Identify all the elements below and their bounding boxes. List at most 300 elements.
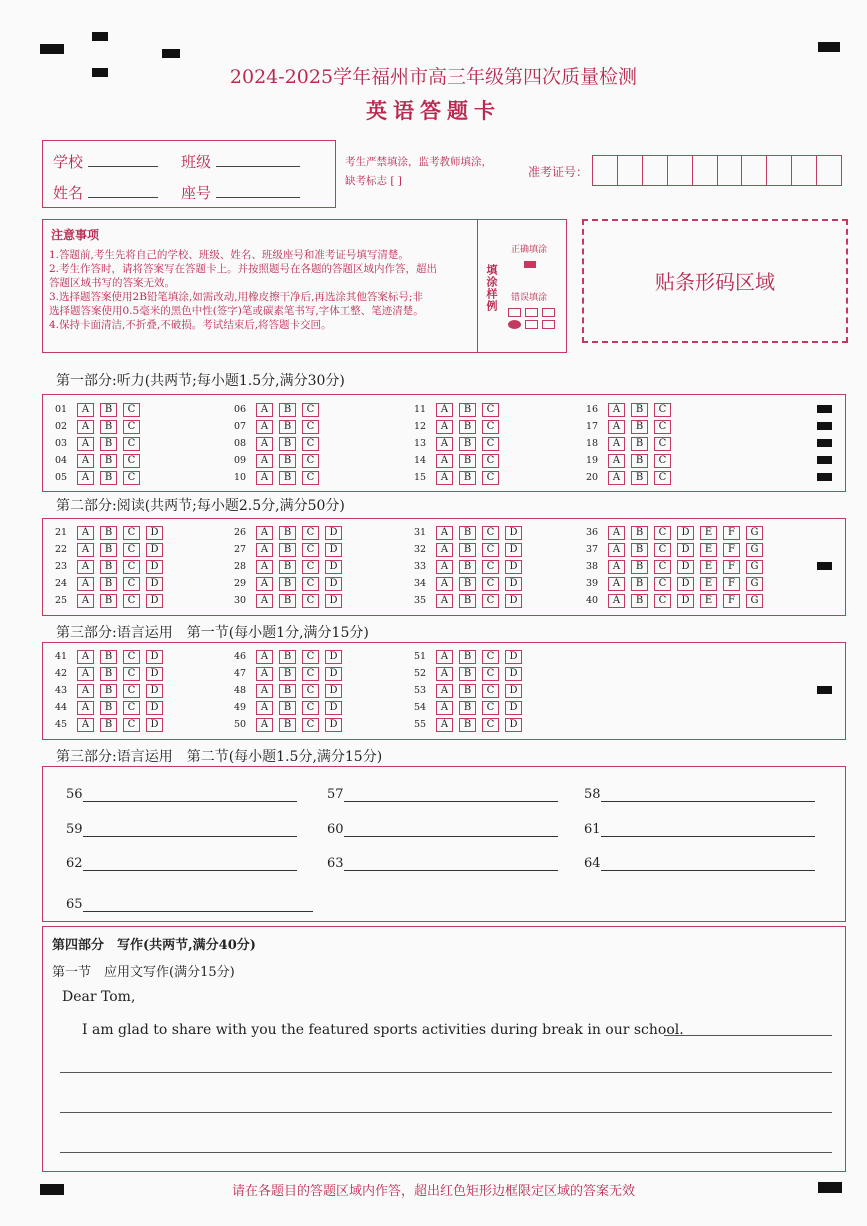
writing-line[interactable] [60, 1152, 832, 1153]
answer-bubble[interactable]: A [256, 560, 273, 574]
ticket-number-grid[interactable] [592, 155, 842, 186]
question-row [55, 454, 146, 468]
answer-bubble[interactable]: C [123, 594, 140, 608]
question-number: 48 [234, 685, 247, 696]
question-number: 52 [414, 668, 427, 679]
answer-bubble[interactable]: A [77, 526, 94, 540]
question-row [234, 437, 325, 451]
answer-bubble[interactable]: D [325, 701, 342, 715]
answer-bubble[interactable]: A [436, 667, 453, 681]
answer-bubble[interactable]: B [100, 526, 117, 540]
answer-bubble[interactable]: B [100, 701, 117, 715]
question-number: 16 [586, 404, 599, 415]
answer-bubble[interactable]: D [146, 718, 163, 732]
answer-bubble[interactable]: A [608, 543, 625, 557]
question-row [55, 701, 169, 715]
answer-bubble[interactable]: B [100, 594, 117, 608]
answer-bubble[interactable]: E [700, 526, 717, 540]
answer-bubble[interactable]: A [436, 454, 453, 468]
answer-bubble[interactable]: A [608, 526, 625, 540]
answer-bubble[interactable]: B [100, 471, 117, 485]
blank-number: 59 [66, 822, 83, 837]
answer-bubble[interactable]: A [77, 420, 94, 434]
answer-bubble[interactable]: B [459, 577, 476, 591]
question-row [55, 526, 169, 540]
answer-bubble[interactable]: D [505, 701, 522, 715]
answer-bubble[interactable]: B [100, 454, 117, 468]
answer-bubble[interactable]: C [302, 454, 319, 468]
instructions-box [42, 219, 567, 353]
answer-bubble[interactable]: B [100, 437, 117, 451]
question-row [414, 684, 528, 698]
question-number: 28 [234, 561, 247, 572]
question-number: 47 [234, 668, 247, 679]
answer-bubble[interactable]: B [459, 543, 476, 557]
writing-line[interactable] [60, 1112, 832, 1113]
answer-bubble[interactable]: B [100, 577, 117, 591]
answer-bubble[interactable]: D [325, 526, 342, 540]
answer-bubble[interactable]: A [436, 526, 453, 540]
answer-bubble[interactable]: C [482, 701, 499, 715]
answer-bubble[interactable]: A [77, 543, 94, 557]
question-row [55, 650, 169, 664]
answer-bubble[interactable]: A [436, 560, 453, 574]
question-number: 43 [55, 685, 68, 696]
answer-bubble[interactable]: C [302, 526, 319, 540]
answer-bubble[interactable]: B [459, 560, 476, 574]
blank-answer[interactable] [327, 787, 558, 802]
answer-bubble[interactable]: C [654, 437, 671, 451]
answer-bubble[interactable]: A [256, 454, 273, 468]
class-label: 班级 [181, 153, 212, 171]
blank-answer[interactable] [66, 856, 297, 871]
answer-bubble[interactable]: B [279, 471, 296, 485]
part1-title: 第一部分:听力(共两节;每小题1.5分,满分30分) [56, 373, 345, 389]
answer-bubble[interactable]: A [77, 577, 94, 591]
question-number: 03 [55, 438, 68, 449]
question-number: 18 [586, 438, 599, 449]
answer-bubble[interactable]: D [146, 526, 163, 540]
answer-bubble[interactable]: A [608, 420, 625, 434]
answer-bubble[interactable]: B [631, 594, 648, 608]
answer-bubble[interactable]: C [654, 420, 671, 434]
answer-bubble[interactable]: A [608, 577, 625, 591]
answer-bubble[interactable]: A [256, 684, 273, 698]
answer-bubble[interactable]: A [608, 594, 625, 608]
question-number: 06 [234, 404, 247, 415]
answer-bubble[interactable]: C [302, 718, 319, 732]
question-row [414, 560, 528, 574]
answer-bubble[interactable]: G [746, 560, 763, 574]
answer-bubble[interactable]: C [482, 650, 499, 664]
seat-field[interactable] [216, 197, 300, 198]
answer-bubble[interactable]: A [256, 577, 273, 591]
answer-bubble[interactable]: A [436, 437, 453, 451]
answer-bubble[interactable]: B [459, 420, 476, 434]
answer-bubble[interactable]: C [482, 594, 499, 608]
answer-bubble[interactable]: D [325, 650, 342, 664]
answer-bubble[interactable]: B [279, 701, 296, 715]
answer-bubble[interactable]: B [631, 471, 648, 485]
answer-bubble[interactable]: D [325, 577, 342, 591]
answer-bubble[interactable]: B [279, 577, 296, 591]
answer-bubble[interactable]: B [279, 526, 296, 540]
answer-bubble[interactable]: A [608, 454, 625, 468]
answer-bubble[interactable]: B [459, 667, 476, 681]
answer-bubble[interactable]: C [482, 403, 499, 417]
answer-bubble[interactable]: E [700, 560, 717, 574]
answer-bubble[interactable]: A [256, 650, 273, 664]
answer-bubble[interactable]: B [459, 471, 476, 485]
part4-title: 第四部分 写作(共两节,满分40分) [52, 938, 256, 953]
answer-bubble[interactable]: C [482, 454, 499, 468]
answer-bubble[interactable]: B [459, 437, 476, 451]
question-number: 25 [55, 595, 68, 606]
timing-mark [40, 44, 64, 54]
name-label: 姓名 [53, 184, 84, 202]
answer-bubble[interactable]: C [302, 471, 319, 485]
answer-bubble[interactable]: D [505, 560, 522, 574]
answer-bubble[interactable]: C [123, 701, 140, 715]
answer-bubble[interactable]: B [279, 543, 296, 557]
question-row [586, 403, 677, 417]
question-row [234, 403, 325, 417]
blank-answer[interactable] [66, 787, 297, 802]
answer-bubble[interactable]: C [302, 543, 319, 557]
answer-bubble[interactable]: D [505, 577, 522, 591]
answer-bubble[interactable]: B [631, 560, 648, 574]
answer-bubble[interactable]: A [436, 718, 453, 732]
blank-answer[interactable] [66, 897, 313, 912]
answer-bubble[interactable]: B [100, 650, 117, 664]
answer-bubble[interactable]: D [146, 701, 163, 715]
letter-greeting: Dear Tom, [62, 989, 136, 1005]
question-number: 32 [414, 544, 427, 555]
answer-bubble[interactable]: A [77, 650, 94, 664]
blank-answer[interactable] [584, 787, 815, 802]
absence-mark[interactable]: 缺考标志 [ ] [345, 175, 402, 187]
question-row [586, 471, 677, 485]
answer-bubble[interactable]: A [256, 420, 273, 434]
answer-bubble[interactable]: G [746, 543, 763, 557]
answer-bubble[interactable]: B [279, 560, 296, 574]
question-row [55, 577, 169, 591]
question-number: 46 [234, 651, 247, 662]
answer-bubble[interactable]: E [700, 577, 717, 591]
answer-bubble[interactable]: B [459, 718, 476, 732]
answer-bubble[interactable]: B [459, 526, 476, 540]
answer-bubble[interactable]: C [654, 577, 671, 591]
answer-bubble[interactable]: A [256, 594, 273, 608]
question-row [586, 526, 769, 540]
answer-bubble[interactable]: B [631, 543, 648, 557]
answer-bubble[interactable]: A [608, 403, 625, 417]
answer-bubble[interactable]: A [77, 701, 94, 715]
answer-bubble[interactable]: C [654, 560, 671, 574]
answer-bubble[interactable]: B [100, 667, 117, 681]
instructions-title: 注意事项 [51, 228, 100, 242]
answer-bubble[interactable]: G [746, 526, 763, 540]
answer-bubble[interactable]: D [146, 577, 163, 591]
blank-answer[interactable] [327, 822, 558, 837]
question-row [55, 560, 169, 574]
question-number: 07 [234, 421, 247, 432]
answer-bubble[interactable]: B [279, 650, 296, 664]
answer-bubble[interactable]: C [482, 420, 499, 434]
answer-bubble[interactable]: A [77, 560, 94, 574]
answer-bubble[interactable]: B [459, 684, 476, 698]
answer-bubble[interactable]: A [256, 718, 273, 732]
answer-bubble[interactable]: C [123, 667, 140, 681]
answer-bubble[interactable]: D [505, 543, 522, 557]
answer-bubble[interactable]: C [654, 403, 671, 417]
answer-bubble[interactable]: A [77, 403, 94, 417]
answer-bubble[interactable]: B [631, 454, 648, 468]
answer-bubble[interactable]: B [459, 454, 476, 468]
question-number: 54 [414, 702, 427, 713]
answer-bubble[interactable]: B [631, 526, 648, 540]
answer-bubble[interactable]: A [77, 684, 94, 698]
answer-bubble[interactable]: D [146, 667, 163, 681]
answer-bubble[interactable]: D [505, 650, 522, 664]
question-number: 34 [414, 578, 427, 589]
answer-bubble[interactable]: D [146, 543, 163, 557]
school-field[interactable] [88, 166, 158, 167]
answer-bubble[interactable]: D [505, 718, 522, 732]
blank-answer[interactable] [584, 856, 815, 871]
answer-bubble[interactable]: C [123, 454, 140, 468]
answer-bubble[interactable]: G [746, 577, 763, 591]
answer-bubble[interactable]: A [436, 543, 453, 557]
answer-bubble[interactable]: C [302, 403, 319, 417]
question-row [234, 577, 348, 591]
answer-bubble[interactable]: C [482, 577, 499, 591]
answer-bubble[interactable]: D [146, 650, 163, 664]
timing-mark [817, 405, 832, 413]
answer-bubble[interactable]: D [677, 543, 694, 557]
question-number: 39 [586, 578, 599, 589]
answer-bubble[interactable]: B [279, 718, 296, 732]
answer-bubble[interactable]: F [723, 543, 740, 557]
answer-bubble[interactable]: C [302, 594, 319, 608]
answer-bubble[interactable]: A [77, 667, 94, 681]
question-row [234, 718, 348, 732]
answer-bubble[interactable]: F [723, 526, 740, 540]
answer-bubble[interactable]: C [302, 560, 319, 574]
answer-bubble[interactable]: C [302, 650, 319, 664]
question-number: 36 [586, 527, 599, 538]
answer-bubble[interactable]: A [256, 403, 273, 417]
answer-bubble[interactable]: D [325, 543, 342, 557]
answer-bubble[interactable]: G [746, 594, 763, 608]
answer-bubble[interactable]: B [100, 543, 117, 557]
blank-number: 63 [327, 856, 344, 871]
blank-answer[interactable] [327, 856, 558, 871]
answer-bubble[interactable]: A [77, 594, 94, 608]
answer-bubble[interactable]: A [436, 471, 453, 485]
answer-bubble[interactable]: C [482, 471, 499, 485]
answer-bubble[interactable]: A [608, 471, 625, 485]
answer-bubble[interactable]: C [482, 526, 499, 540]
answer-bubble[interactable]: D [146, 594, 163, 608]
class-field[interactable] [216, 166, 300, 167]
answer-bubble[interactable]: F [723, 577, 740, 591]
answer-bubble[interactable]: B [631, 403, 648, 417]
answer-bubble[interactable]: C [302, 684, 319, 698]
answer-bubble[interactable]: B [279, 437, 296, 451]
answer-bubble[interactable]: C [482, 437, 499, 451]
blank-answer[interactable] [66, 822, 297, 837]
timing-mark [817, 456, 832, 464]
instruction-item: 4.保持卡面清洁,不折叠,不破损。考试结束后,将答题卡交回。 [49, 319, 332, 331]
answer-bubble[interactable]: D [505, 684, 522, 698]
exam-title: 2024-2025学年福州市高三年级第四次质量检测 [229, 66, 638, 88]
answer-bubble[interactable]: B [631, 437, 648, 451]
answer-bubble[interactable]: B [279, 684, 296, 698]
answer-bubble[interactable]: E [700, 594, 717, 608]
answer-bubble[interactable]: C [302, 667, 319, 681]
answer-bubble[interactable]: A [77, 437, 94, 451]
answer-bubble[interactable]: C [123, 560, 140, 574]
answer-bubble[interactable]: C [123, 684, 140, 698]
answer-bubble[interactable]: B [631, 420, 648, 434]
blank-answer[interactable] [584, 822, 815, 837]
answer-bubble[interactable]: D [677, 526, 694, 540]
answer-bubble[interactable]: A [436, 420, 453, 434]
answer-bubble[interactable]: D [505, 667, 522, 681]
answer-bubble[interactable]: A [436, 403, 453, 417]
answer-bubble[interactable]: D [505, 594, 522, 608]
question-number: 42 [55, 668, 68, 679]
answer-bubble[interactable]: A [256, 701, 273, 715]
answer-bubble[interactable]: D [677, 560, 694, 574]
answer-bubble[interactable]: C [302, 701, 319, 715]
answer-bubble[interactable]: A [436, 650, 453, 664]
answer-bubble[interactable]: C [123, 718, 140, 732]
instruction-item: 答题区域书写的答案无效。 [49, 277, 175, 289]
answer-bubble[interactable]: B [279, 420, 296, 434]
answer-bubble[interactable]: D [146, 684, 163, 698]
answer-bubble[interactable]: C [482, 684, 499, 698]
answer-bubble[interactable]: C [654, 471, 671, 485]
writing-line[interactable] [60, 1072, 832, 1073]
question-number: 01 [55, 404, 68, 415]
answer-bubble[interactable]: B [459, 701, 476, 715]
question-row [414, 577, 528, 591]
answer-bubble[interactable]: D [325, 684, 342, 698]
answer-bubble[interactable]: B [279, 454, 296, 468]
answer-bubble[interactable]: D [677, 577, 694, 591]
answer-bubble[interactable]: A [77, 718, 94, 732]
answer-bubble[interactable]: B [100, 420, 117, 434]
answer-bubble[interactable]: B [100, 684, 117, 698]
answer-bubble[interactable]: C [123, 543, 140, 557]
question-row [414, 437, 505, 451]
answer-bubble[interactable]: B [459, 403, 476, 417]
answer-bubble[interactable]: F [723, 594, 740, 608]
answer-bubble[interactable]: B [100, 718, 117, 732]
answer-bubble[interactable]: A [436, 684, 453, 698]
answer-bubble[interactable]: B [459, 594, 476, 608]
answer-bubble[interactable]: C [123, 471, 140, 485]
question-number: 35 [414, 595, 427, 606]
answer-bubble[interactable]: A [256, 667, 273, 681]
answer-bubble[interactable]: C [482, 718, 499, 732]
answer-bubble[interactable]: A [436, 701, 453, 715]
answer-bubble[interactable]: D [677, 594, 694, 608]
question-number: 33 [414, 561, 427, 572]
answer-bubble[interactable]: C [482, 667, 499, 681]
answer-bubble[interactable]: D [146, 560, 163, 574]
answer-bubble[interactable]: E [700, 543, 717, 557]
answer-bubble[interactable]: C [123, 403, 140, 417]
answer-bubble[interactable]: C [482, 560, 499, 574]
question-row [414, 594, 528, 608]
answer-bubble[interactable]: A [436, 577, 453, 591]
question-number: 02 [55, 421, 68, 432]
answer-bubble[interactable]: D [325, 594, 342, 608]
answer-bubble[interactable]: C [302, 577, 319, 591]
answer-bubble[interactable]: A [256, 526, 273, 540]
question-number: 31 [414, 527, 427, 538]
answer-bubble[interactable]: B [100, 403, 117, 417]
answer-bubble[interactable]: C [123, 420, 140, 434]
answer-bubble[interactable]: B [279, 403, 296, 417]
name-field[interactable] [88, 197, 158, 198]
answer-bubble[interactable]: C [302, 437, 319, 451]
answer-bubble[interactable]: C [123, 577, 140, 591]
question-number: 17 [586, 421, 599, 432]
answer-bubble[interactable]: D [325, 560, 342, 574]
answer-bubble[interactable]: F [723, 560, 740, 574]
answer-bubble[interactable]: B [459, 650, 476, 664]
answer-bubble[interactable]: A [608, 437, 625, 451]
barcode-label: 贴条形码区域 [655, 270, 775, 294]
answer-bubble[interactable]: A [77, 454, 94, 468]
answer-bubble[interactable]: A [256, 543, 273, 557]
answer-bubble[interactable]: B [100, 560, 117, 574]
answer-bubble[interactable]: C [123, 650, 140, 664]
answer-bubble[interactable]: A [436, 594, 453, 608]
answer-bubble[interactable]: C [654, 454, 671, 468]
timing-mark [817, 473, 832, 481]
question-number: 15 [414, 472, 427, 483]
answer-bubble[interactable]: D [325, 718, 342, 732]
answer-bubble[interactable]: D [325, 667, 342, 681]
answer-bubble[interactable]: C [123, 437, 140, 451]
answer-bubble[interactable]: C [654, 526, 671, 540]
question-row [414, 526, 528, 540]
part3a-title: 第三部分:语言运用 第一节(每小题1分,满分15分) [56, 625, 369, 641]
answer-bubble[interactable]: C [654, 543, 671, 557]
answer-bubble[interactable]: B [279, 594, 296, 608]
answer-bubble[interactable]: B [631, 577, 648, 591]
question-row [414, 650, 528, 664]
answer-bubble[interactable]: D [505, 526, 522, 540]
answer-bubble[interactable]: C [654, 594, 671, 608]
answer-bubble[interactable]: C [123, 526, 140, 540]
question-number: 55 [414, 719, 427, 730]
answer-bubble[interactable]: B [279, 667, 296, 681]
answer-bubble[interactable]: C [482, 543, 499, 557]
writing-line[interactable] [664, 1020, 832, 1036]
answer-bubble[interactable]: A [256, 437, 273, 451]
answer-bubble[interactable]: A [256, 471, 273, 485]
answer-bubble[interactable]: C [302, 420, 319, 434]
answer-bubble[interactable]: A [77, 471, 94, 485]
question-number: 45 [55, 719, 68, 730]
answer-bubble[interactable]: A [608, 560, 625, 574]
